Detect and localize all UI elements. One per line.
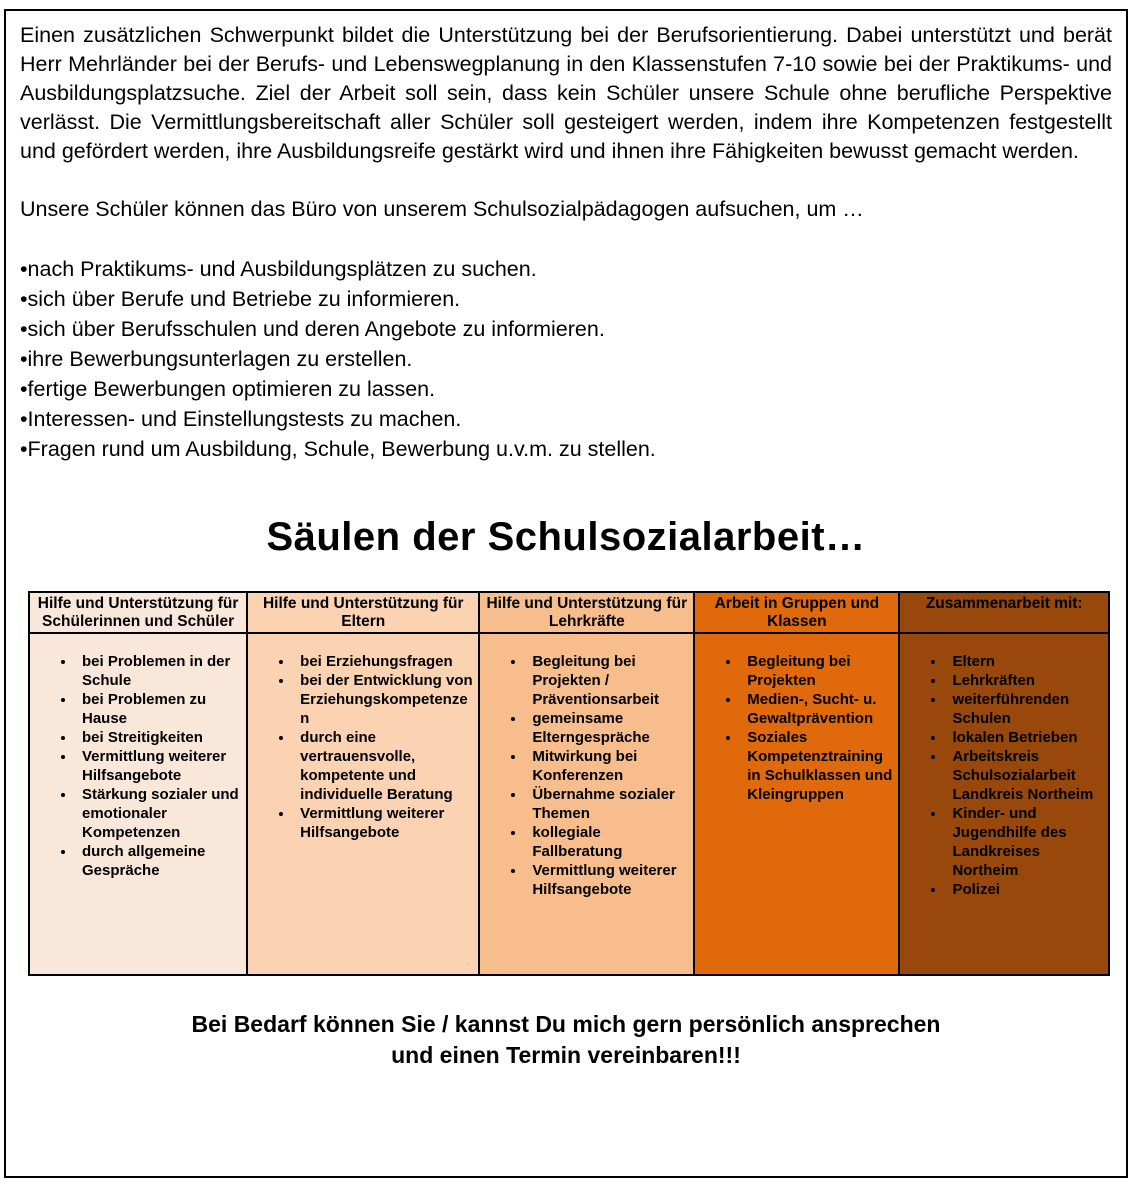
office-bullet-item: • Interessen- und Einstellungstests zu machen. [20, 404, 1112, 434]
pillar-body-cell [899, 633, 1109, 975]
pillar-item: • Vermittlung weiterer Hilfsangebote [294, 804, 474, 842]
pillar-body-cell [247, 633, 479, 975]
pillar-item: • bei Problemen zu Hause [76, 690, 242, 728]
pillar-header-cell: Hilfe und Unterstützung für Lehrkräfte [479, 592, 694, 633]
pillar-item-list [900, 652, 1104, 899]
pillar-item: • bei Problemen in der Schule [76, 652, 242, 690]
pillar-item: • bei Erziehungsfragen [294, 652, 474, 671]
office-bullet-item: • sich über Berufe und Betriebe zu informieren. [20, 284, 1112, 314]
pillar-item: • kollegiale Fallberatung [526, 823, 689, 861]
pillar-item: • Polizei [946, 880, 1104, 899]
intro-paragraph: Einen zusätzlichen Schwerpunkt bildet die Unterstützung bei der Berufsorientierung. Dabei unterstützt und berät Herr Mehrländer bei der Berufs- und Lebenswegplanung in den Klassenstufen 7-10 sowie bei der Praktikums- und Ausbildungsplatzsuche. Ziel der Arbeit soll sein, dass kein Schüler unsere Schule ohne berufliche Perspektive verlässt. Die Vermittlungsbereitschaft aller Schüler soll gesteigert werden, indem ihre Kompetenzen festgestellt und gefördert werden, ihre Ausbildungsreife gestärkt wird und ihnen ihre Fähigkeiten bewusst gemacht werden. [20, 23, 1112, 163]
closing-note [20, 1009, 1112, 1071]
page-border-frame [4, 9, 1128, 1178]
office-bullet-item: • fertige Bewerbungen optimieren zu lassen. [20, 374, 1112, 404]
pillars-header-row [29, 592, 1109, 633]
office-bullet-item: • sich über Berufsschulen und deren Angebote zu informieren. [20, 314, 1112, 344]
pillar-item: • bei der Entwicklung von Erziehungskompetenzen [294, 671, 474, 728]
pillar-header-cell: Hilfe und Unterstützung für Schülerinnen und Schüler [29, 592, 247, 633]
pillar-header-cell: Zusammenarbeit mit: [899, 592, 1109, 633]
pillar-item: • Vermittlung weiterer Hilfsangebote [76, 747, 242, 785]
pillar-item: • Arbeitskreis Schulsozialarbeit Landkreis Northeim [946, 747, 1104, 804]
pillar-item: • Medien-, Sucht- u. Gewaltprävention [741, 690, 894, 728]
pillar-item: • Begleitung bei Projekten / Präventionsarbeit [526, 652, 689, 709]
pillar-item: • durch eine vertrauensvolle, kompetente und individuelle Beratung [294, 728, 474, 804]
pillar-body-cell [479, 633, 694, 975]
section-heading: Säulen der Schulsozialarbeit… [266, 515, 866, 559]
pillar-item: • durch allgemeine Gespräche [76, 842, 242, 880]
office-intro-line: Unsere Schüler können das Büro von unserem Schulsozialpädagogen aufsuchen, um … [20, 197, 864, 221]
pillar-item-list [695, 652, 894, 804]
pillar-item: • Mitwirkung bei Konferenzen [526, 747, 689, 785]
pillar-item: • Vermittlung weiterer Hilfsangebote [526, 861, 689, 899]
pillar-item-list [480, 652, 689, 899]
pillar-header-cell: Hilfe und Unterstützung für Eltern [247, 592, 479, 633]
office-bullet-item: • nach Praktikums- und Ausbildungsplätzen zu suchen. [20, 254, 1112, 284]
pillar-body-cell [694, 633, 899, 975]
office-bullet-item: • Fragen rund um Ausbildung, Schule, Bewerbung u.v.m. zu stellen. [20, 434, 1112, 464]
pillar-item: • weiterführenden Schulen [946, 690, 1104, 728]
pillar-header-cell: Arbeit in Gruppen und Klassen [694, 592, 899, 633]
pillar-item: • bei Streitigkeiten [76, 728, 242, 747]
closing-line-2: und einen Termin vereinbaren!!! [391, 1042, 741, 1068]
pillars-body-row [29, 633, 1109, 975]
pillar-item: • Lehrkräften [946, 671, 1104, 690]
office-bullet-list [20, 254, 1112, 464]
pillar-item: • Stärkung sozialer und emotionaler Kompetenzen [76, 785, 242, 842]
pillar-item-list [248, 652, 474, 842]
pillars-table [28, 591, 1110, 976]
pillar-item-list [30, 652, 242, 880]
pillar-item: • lokalen Betrieben [946, 728, 1104, 747]
pillar-item: • Kinder- und Jugendhilfe des Landkreises Northeim [946, 804, 1104, 880]
pillar-item: • Übernahme sozialer Themen [526, 785, 689, 823]
pillar-body-cell [29, 633, 247, 975]
pillar-item: • Begleitung bei Projekten [741, 652, 894, 690]
pillar-item: • Eltern [946, 652, 1104, 671]
closing-line-1: Bei Bedarf können Sie / kannst Du mich gern persönlich ansprechen [191, 1011, 941, 1037]
pillar-item: • Soziales Kompetenztraining in Schulklassen und Kleingruppen [741, 728, 894, 804]
office-bullet-item: • ihre Bewerbungsunterlagen zu erstellen. [20, 344, 1112, 374]
pillar-item: • gemeinsame Elterngespräche [526, 709, 689, 747]
